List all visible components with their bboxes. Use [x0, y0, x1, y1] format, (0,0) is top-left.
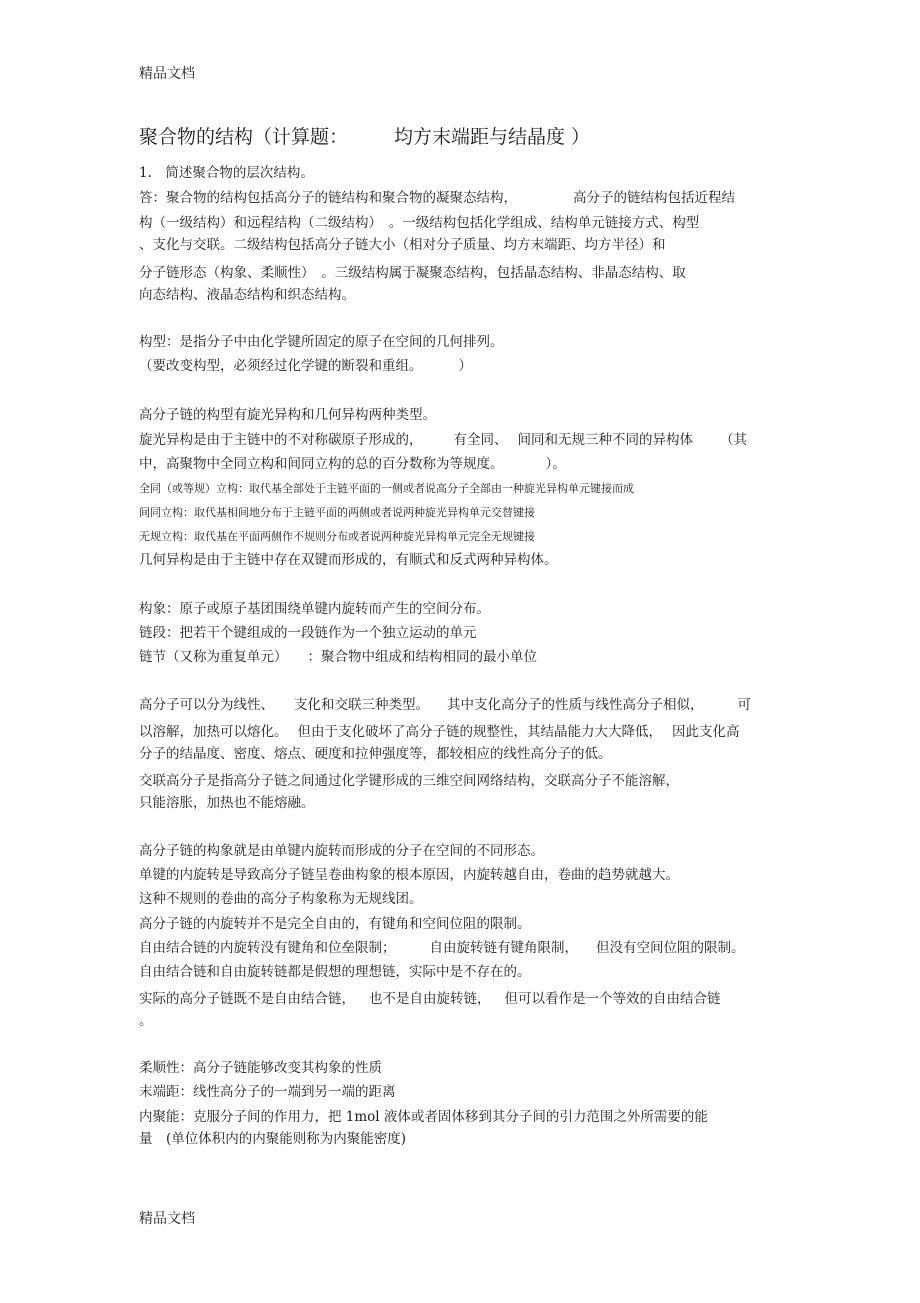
branch-text: 以溶解，加热可以熔化。: [139, 724, 288, 740]
cohesive-energy-definition: 内聚能：克服分子间的作用力，把 1mol 液体或者固体移到其分子间的引力范围之外所需要的能: [139, 1109, 708, 1125]
rotation-line: [139, 940, 745, 956]
isomer-text: 中，高聚物中全同立构和间同立构的总的百分数称为等规度。: [139, 456, 504, 472]
page-footer: 精品文档: [139, 1211, 195, 1227]
rotation-line: 高分子链的内旋转并不是完全自由的，有键角和空间位阻的限制。: [139, 916, 531, 932]
configuration-definition: 构型：是指分子中由化学键所固定的原子在空间的几何排列。: [139, 334, 504, 350]
cohesive-energy-note: 量 (单位体积内的内聚能则称为内聚能密度): [139, 1131, 407, 1147]
conformation-definition: 构象：原子或原子基团围绕单键内旋转而产生的空间分布。: [139, 601, 490, 617]
answer-line: 向态结构、液晶态结构和织态结构。: [139, 287, 355, 303]
branch-text: 但由于支化破坏了高分子链的规整性，其结晶能力大大降低，: [297, 724, 662, 740]
rotation-line: [139, 991, 721, 1007]
flexibility-definition: 柔顺性：高分子链能够改变其构象的性质: [139, 1060, 382, 1076]
definition-text: ：聚合物中组成和结构相同的最小单位: [307, 649, 537, 665]
configuration-note: [139, 358, 472, 374]
atactic-definition: 无规立构：取代基在平面两侧作不规则分布或者说两种旋光异构单元完全无规键接: [139, 530, 535, 543]
rotation-text: 但可以看作是一个等效的自由结合链: [504, 991, 721, 1007]
isomer-line: [139, 456, 566, 472]
branch-line: [139, 724, 740, 740]
answer-line: 、支化与交联。二级结构包括高分子链大小（相对分子质量、均方末端距、均方半径）和: [139, 237, 666, 253]
rotation-line: 。: [139, 1013, 153, 1029]
rotation-text: 自由结合链的内旋转没有键角和位垒限制；: [139, 940, 396, 956]
isomer-text: 有全同、: [453, 432, 508, 448]
rotation-text: 也不是自由旋转链，: [369, 991, 491, 1007]
page-header: 精品文档: [139, 66, 195, 82]
note-text: （要改变构型，必须经过化学键的断裂和重组。: [139, 358, 423, 374]
branch-text: 高分子可以分为线性、: [139, 697, 274, 713]
isomer-text: 间同和无规三种不同的异构体: [517, 432, 693, 448]
answer-text: 高分子的链结构包括近程结: [573, 190, 735, 206]
branch-text: 支化和交联三种类型。: [294, 697, 429, 713]
rotation-line: 高分子链的构象就是由单键内旋转而形成的分子在空间的不同形态。: [139, 843, 544, 859]
rotation-line: 自由结合链和自由旋转链都是假想的理想链，实际中是不存在的。: [139, 964, 531, 980]
crosslink-line: 只能溶胀，加热也不能熔融。: [139, 795, 315, 811]
segment-definition: 链段：把若干个键组成的一段链作为一个独立运动的单元: [139, 625, 477, 641]
rotation-text: 但没有空间位阻的限制。: [596, 940, 745, 956]
document-title: [139, 126, 590, 148]
isomer-line: [139, 432, 747, 448]
end-to-end-distance-definition: 末端距：线性高分子的一端到另一端的距离: [139, 1084, 396, 1100]
isomer-line: 几何异构是由于主链中存在双键而形成的，有顺式和反式两种异构体。: [139, 552, 558, 568]
branch-text: 其中支化高分子的性质与线性高分子相似，: [447, 697, 704, 713]
answer-text: 答：聚合物的结构包括高分子的链结构和聚合物的凝聚态结构，: [139, 190, 517, 206]
branch-line: [139, 697, 751, 713]
note-text: ）: [458, 358, 472, 374]
syndiotactic-definition: 间同立构：取代基相间地分布于主链平面的两侧或者说两种旋光异构单元交替键接: [139, 506, 535, 519]
isotactic-definition: 全同（或等规）立构：取代基全部处于主链平面的一侧或者说高分子全部由一种旋光异构单元键接而成: [139, 482, 634, 495]
isomer-text: 旋光异构是由于主链中的不对称碳原子形成的，: [139, 432, 423, 448]
isomer-line: 高分子链的构型有旋光异构和几何异构两种类型。: [139, 407, 436, 423]
rotation-line: 单键的内旋转是导致高分子链呈卷曲构象的根本原因，内旋转越自由，卷曲的趋势就越大。: [139, 867, 679, 883]
answer-line: 构（一级结构）和远程结构（二级结构） 。一级结构包括化学组成、结构单元链接方式、构型: [139, 215, 700, 231]
rotation-text: 自由旋转链有键角限制，: [429, 940, 578, 956]
branch-line: 分子的结晶度、密度、熔点、硬度和拉伸强度等，都较相应的线性高分子的低。: [139, 746, 612, 762]
answer-line: [139, 190, 735, 206]
rotation-line: 这种不规则的卷曲的高分子构象称为无规线团。: [139, 891, 423, 907]
question-1: 1. 简述聚合物的层次结构。: [139, 165, 314, 181]
branch-text: 可: [737, 697, 751, 713]
branch-text: 因此支化高: [672, 724, 740, 740]
repeat-unit-definition: [139, 649, 537, 665]
isomer-text: ）。: [545, 456, 566, 472]
crosslink-line: 交联高分子是指高分子链之间通过化学键形成的三维空间网络结构，交联高分子不能溶解，: [139, 773, 679, 789]
isomer-text: （其: [720, 432, 747, 448]
title-part-b: 均方末端距与结晶度 ）: [394, 126, 591, 148]
answer-line: 分子链形态（构象、柔顺性） 。三级结构属于凝聚态结构，包括晶态结构、非晶态结构、取: [139, 265, 686, 281]
title-part-a: 聚合物的结构（计算题：: [139, 126, 349, 148]
rotation-text: 实际的高分子链既不是自由结合链，: [139, 991, 355, 1007]
definition-text: 链节（又称为重复单元）: [139, 649, 288, 665]
